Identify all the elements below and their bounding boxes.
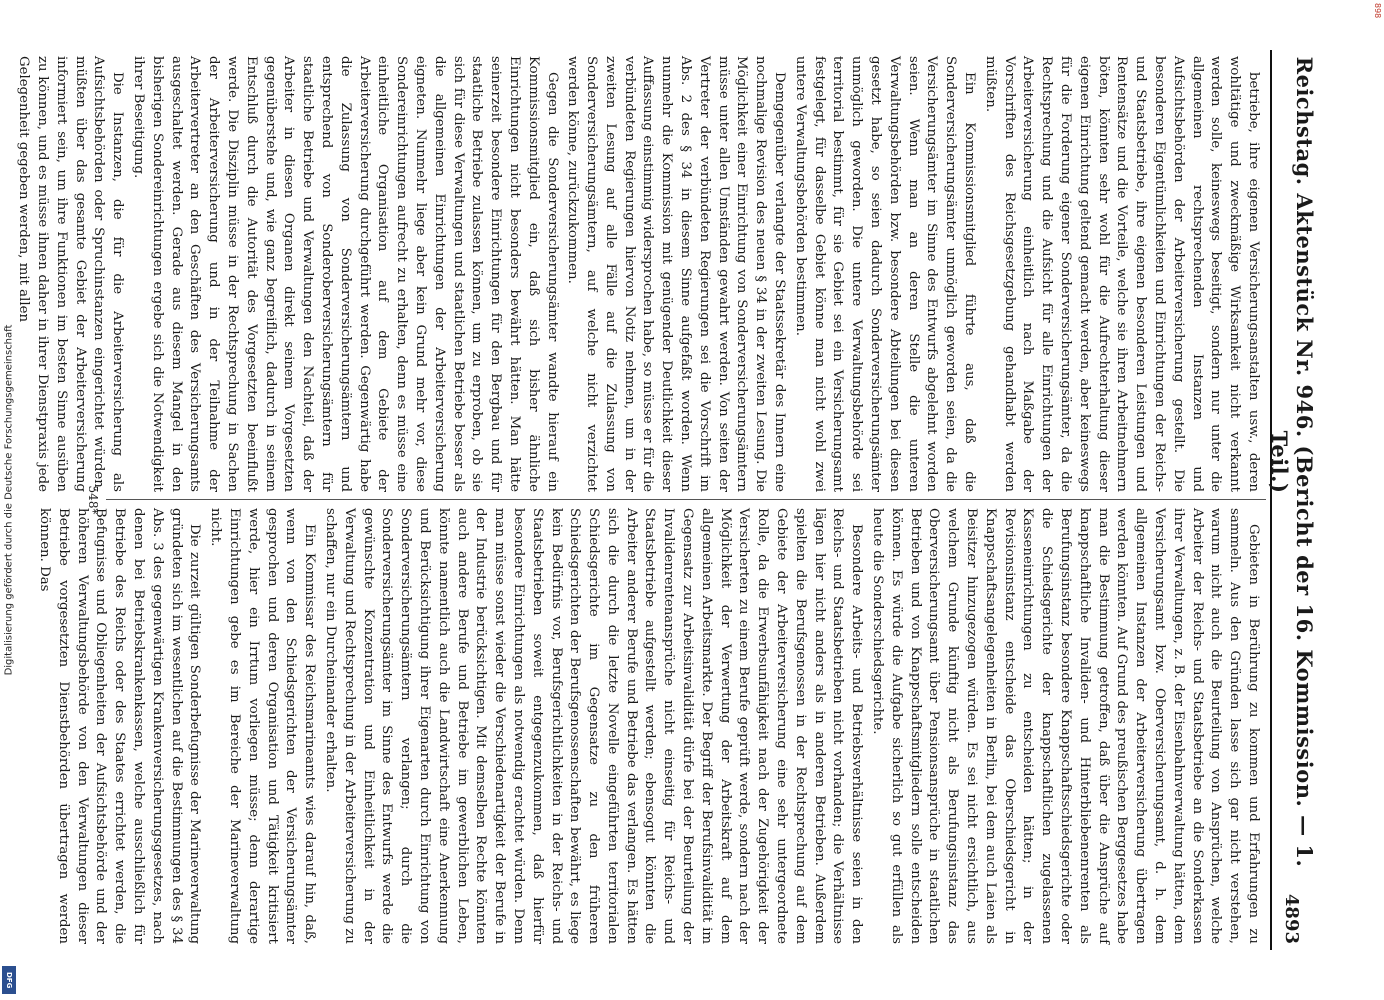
paragraph: betriebe, ihre eigenen Versicherungsanstalten usw., deren wohltätige und zweckmäßige Wirksamkeit nicht verkannt werden solle, keineswegs beseitigt, sondern nur unter die allgemeinen rechtsprechenden Instanzen und Aufsichtsbehörden der Arbeiterversicherung gestellt. Die besonderen Eigentümlichkeiten und Einrichtungen der Reichs- und Staatsbetriebe, ihre eigenen besonderen Leistungen und Rentensätze und die Vorteile, welche sie ihren Arbeitnehmern böten, könnten sehr wohl für die Aufrechterhaltung dieser eigenen Einrichtung geltend gemacht werden, aber keineswegs für die Forderung eigener Sonderversicherungsämter, da die Rechtsprechung und die Aufsicht für alle Einrichtungen der Arbeiterversicherung einheitlich nach Maßgabe der Vorschriften des Reichsgesetzgebung gehandhabt werden müßten. [982,56,1261,492]
corner-number: 898 [1373,3,1382,19]
paragraph: Ein Kommissar des Reichsmarineamts wies darauf hin, daß, wenn von den Schiedsgerichten der Versicherungsämter gesprochen und deren Organisation und Tätigkeit kritisiert werde, hier ein Irrtum vorliegen müsse; denn derartige Einrichtungen gebe es im Bereiche der Marineverwaltung nicht. [208,508,318,944]
column-divider [106,499,1266,500]
paragraph: Gebieten in Berührung zu kommen und Erfahrungen zu sammeln. Aus den Gründen lasse sich gar nicht verstehen, warum nicht auch die Beurteilung von Ansprüchen, welche Arbeiter der Reichs- und Staatsbetriebe an die Sonderkassen ihrer Verwaltungen, z. B. der Eisenbahnverwaltung hätten, dem Versicherungsamt bzw. Oberversicherungsamt, d. h. dem allgemeinen Instanzen der Arbeiterversicherung übertragen werden könnten. Auf Grund des preußischen Berggesetzes habe man die Bestimmung getroffen, daß über die Ansprüche auf knappschaftliche Invaliden- und Hinterbliebenenrenten als Berufungsinstanz besondere Knappschaftsschiedsgerichte oder die Schiedsgerichte der knappschaftlichen zugelassenen Kasseneinrichtungen zu entscheiden hätten; in der Revisionsinstanz entscheide das Oberschiedsgericht in Knappschaftsangelegenheiten in Berlin, bei dem auch Laien als Beisitzer hinzugezogen würden. Es sei nicht ersichtlich, aus welchem Grunde künftig nicht als Berufungsinstanz das Oberversicherungsamt über Pensionsansprüche in staatlichen Betrieben und von Knappschaftsmitgliedern solle entscheiden können. Es würde die Aufgabe sicherlich so gut erfüllen als heute die Sonderschiedsgerichte. [870,508,1261,944]
paragraph: Besondere Arbeits- und Betriebsverhältnisse seien in den Reichs- und Staatsbetrieben nicht vorhanden; die Verhältnisse lägen hier nicht anders als in anderen Betrieben. Außerdem spielten die Berufsgenossen in der Rechtsprechung auf dem Gebiete der Arbeiterversicherung eine sehr untergeordnete Rolle, da die Erwerbsunfähigkeit nach der Zugehörigkeit der Versicherten zu einem Berufe geprüft werde, sondern nach der Möglichkeit der Verwertung der Arbeitskraft auf dem allgemeinen Arbeitsmarkte. Der Begriff der Berufsinvalidität im Gegensatz zur Arbeitsinvalidität dürfe bei der Beurteilung der Invalidenrentenansprüche nicht einseitig für Reichs- und Staatsbetriebe aufgestellt werden; ebensogut könnten die Arbeiter anderer Berufe und Betriebe das verlangen. Es hätten sich die durch die letzte Novelle eingeführten territorialen Schiedsgerichte im Gegensatze zu den früheren Schiedsgerichten der Berufsgenossenschaften bewährt, es liege kein Bedürfnis vor, Berufsgerichtlichkeiten in der Reichs- und Staatsbetrieben soweit entgegenzukommen, daß hierfür besondere Einrichtungen als notwendig erachtet würden. Denn man müsse sonst wieder die Verschiedenartigkeit der Berufe in der Industrie berücksichtigen. Mit demselben Rechte könnten auch andere Berufe und Betriebe im gewerblichen Leben, könnte namentlich auch die Landwirtschaft eine Anerkennung und Berücksichtigung ihrer Eigenarten durch Einrichtung von Sonderversicherungsämtern verlangen; durch die Sonderversicherungsämter im Sinne des Entwurfs werde die gewünschte Konzentration und Einheitlichkeit in der Verwaltung und Rechtsprechung in der Arbeiterversicherung zu schaffen, nur ein Durcheinander erhalten. [322,508,865,944]
paragraph: Ein Kommissionsmitglied führte aus, daß die Sonderversicherungsämter unmöglich geworden seien, da die Versicherungsämter im Sinne des Entwurfs abgelehnt worden seien. Wenn man an deren Stelle die unteren Verwaltungsbehörden bzw. besondere Abteilungen bei diesen gesetzt habe, so seien dadurch Sonderversicherungsämter unmöglich geworden. Die untere Verwaltungsbehörde sei territorial bestimmt, für sie Gebiet sei ein Versicherungsamt festgelegt, für dasselbe Gebiet könne man nicht wohl zwei untere Verwaltungsbehörden bestimmen. [792,56,978,492]
header-title: Reichstag. Aktenstück Nr. 946. (Bericht der 16. Kommission. — 1. Teil.) [1267,56,1317,868]
dfg-logo-icon: DFG [2,966,16,994]
digitization-note: Digitalisierung gefördert durch die Deutsche Forschungsgemeinschaft [3,324,15,676]
left-column [16,56,1262,492]
right-column [37,508,1262,944]
page-number: 4893 [1281,893,1303,944]
paragraph: Gegen die Sonderversicherungsämter wandte hierauf ein Kommissionsmitglied ein, daß sich bisher ähnliche Einrichtungen nicht besonders bewährt hätten. Man hätte seinerzeit besondere Einrichtungen für den Bergbau und für staatliche Betriebe zulassen können, um zu erproben, ob sie sich für diese Verwaltungen und staatlichen Betriebe besser als die allgemeinen Einrichtungen der Arbeiterversicherung eigneten. Nunmehr liege aber kein Grund mehr vor, diese Sondereinrichtungen aufrecht zu erhalten, denn es müsse eine einheitliche Organisation auf dem Gebiete der Arbeiterversicherung durchgeführt werden. Gegenwärtig habe die Zulassung von Sonderversicherungsämtern und entsprechend von Sonderoberversicherungsämtern für staatliche Betriebe und Verwaltungen den Nachteil, daß der Arbeiter in diesen Organen direkt seinem Vorgesetzten gegenüberstehe und, wie ganz begreiflich, dadurch in seinem Entschluß durch die Autorität des Vorgesetzten beeinflußt werde. Die Disziplin müsse in der Rechtsprechung in Sachen der Arbeiterversicherung und in der Teilnahme der Arbeitervertreter an den Geschäften des Versicherungsamts ausgeschaltet werden. Gerade aus diesem Mangel in den bisherigen Sondereinrichtungen ergebe sich die Notwendigkeit ihrer Beseitigung. [130,56,560,492]
footer-number: 548* [86,485,100,515]
paragraph: Demgegenüber verlangte der Staatssekretär des Innern eine nochmalige Revision des neuen § 34 in der zweiten Lesung. Die Möglichkeit einer Einrichtung von Sonderversicherungsämtern müsse unter allen Umständen gewahrt werden. Von seiten der Vertreter der verbündeten Regierungen sei die Vorschrift im Abs. 2 des § 34 in diesem Sinne aufgefaßt worden. Wenn nunmehr die Kommission mit genügender Deutlichkeit dieser Auffassung einstimmig widersprochen habe, so müsse er für die verbündeten Regierungen hiervon Notiz nehmen, um in der zweiten Lesung auf alle Fälle auf die Zulassung von Sonderversicherungsämtern, auf welche nicht verzichtet werden könne, zurückzukommen. [565,56,788,492]
paragraph: Die zurzeit gültigen Sonderbefugnisse der Marineverwaltung gründeten sich im wesentlichen auf die Bestimmungen des § 34 Abs. 3 des gegenwärtigen Krankenversicherungsgesetzes, nach denen bei Betriebskrankenkassen, welche ausschließlich für Betriebe des Reichs oder des Staates errichtet werden, die Befugnisse und Obliegenheiten der Aufsichtsbehörde und der höheren Verwaltungsbehörde von den Verwaltungen dieser Betriebe vorgesetzten Dienstbehörden übertragen werden können. Das [37,508,203,944]
page-header [1267,50,1317,950]
document-page [16,50,1317,950]
scanned-page-area [16,0,1342,1000]
paragraph: Die Instanzen, die für die Arbeiterversicherung als Aufsichtsbehörden oder Spruchinstanzen eingerichtet würden, müßten über das gesamte Gebiet der Arbeiterversicherung informiert sein, um ihre Funktionen im besten Sinne ausüben zu können, und es müsse ihnen daher in ihrer Dienstpraxis jede Gelegenheit gegeben werden, mit allen [16,56,126,492]
